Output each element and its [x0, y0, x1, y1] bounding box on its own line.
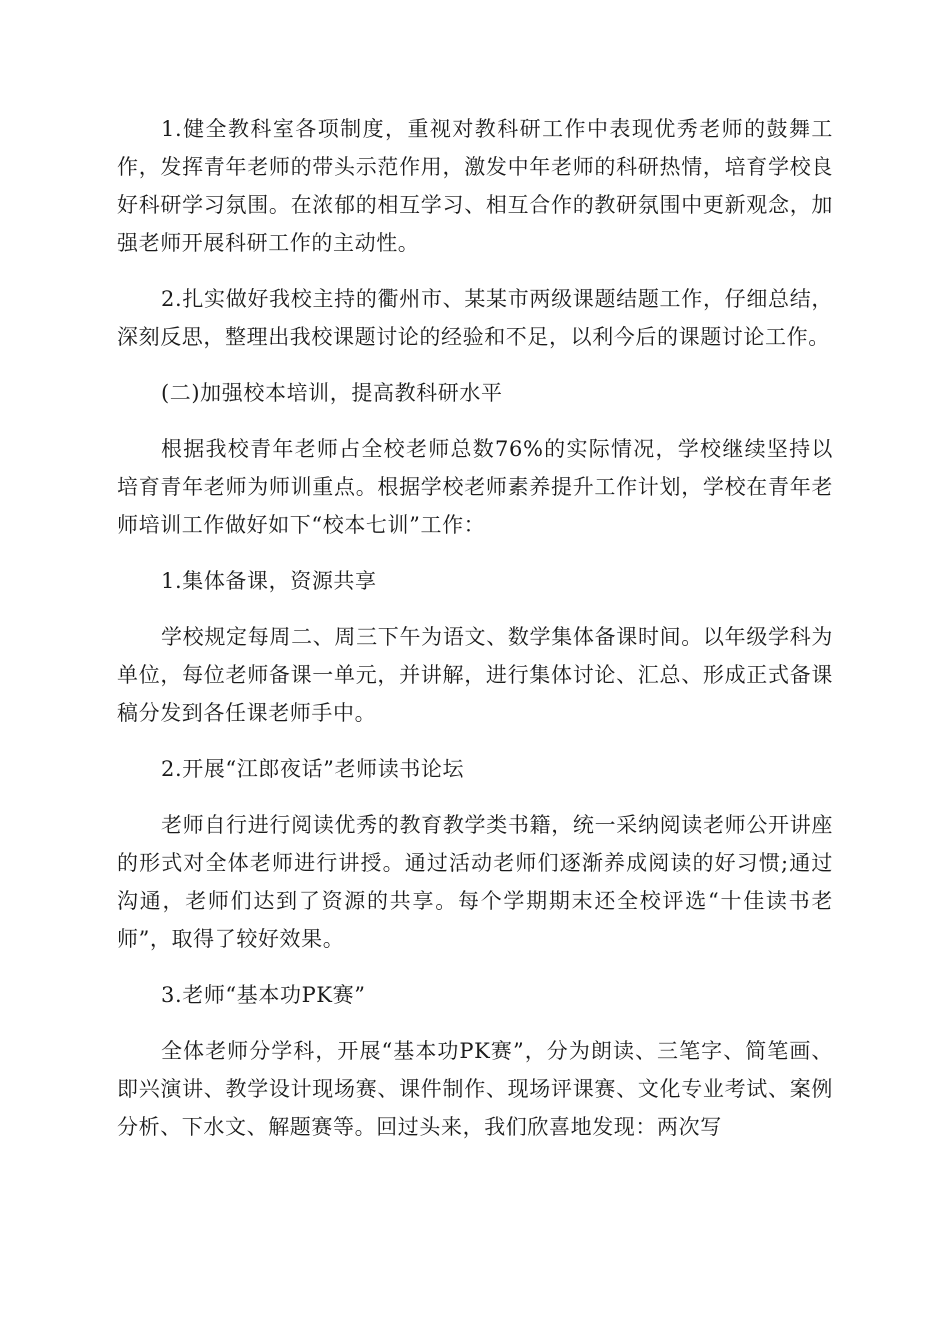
paragraph-young-teachers: 根据我校青年老师占全校老师总数76%的实际情况，学校继续坚持以培育青年老师为师训重点。根据学校老师素养提升工作计划，学校在青年老师培训工作做好如下“校本七训”工作：: [117, 437, 833, 537]
paragraph-skills-contest: 全体老师分学科，开展“基本功PK赛”，分为朗读、三笔字、简笔画、即兴演讲、教学设计现场赛、课件制作、现场评课赛、文化专业考试、案例分析、下水文、解题赛等。回过头来，我们欣喜地发现：两次写: [117, 1039, 833, 1139]
subheading-collective-prep: 1.集体备课，资源共享: [161, 569, 377, 593]
subheading-reading-forum: 2.开展“江郎夜话”老师读书论坛: [161, 757, 465, 781]
subheading-skills-contest: 3.老师“基本功PK赛”: [161, 983, 366, 1007]
document-body: [117, 110, 833, 1164]
paragraph-system: 1.健全教科室各项制度，重视对教科研工作中表现优秀老师的鼓舞工作，发挥青年老师的带头示范作用，激发中年老师的科研热情，培育学校良好科研学习氛围。在浓郁的相互学习、相互合作的教研氛围中更新观念，加强老师开展科研工作的主动性。: [117, 117, 833, 255]
paragraph-project-conclusion: 2.扎实做好我校主持的衢州市、某某市两级课题结题工作，仔细总结，深刻反思，整理出我校课题讨论的经验和不足，以利今后的课题讨论工作。: [117, 287, 833, 349]
paragraph-collective-prep: 学校规定每周二、周三下午为语文、数学集体备课时间。以年级学科为单位，每位老师备课一单元，并讲解，进行集体讨论、汇总、形成正式备课稿分发到各任课老师手中。: [117, 625, 833, 725]
section-heading-training: (二)加强校本培训，提高教科研水平: [161, 381, 503, 405]
paragraph-reading-forum: 老师自行进行阅读优秀的教育教学类书籍，统一采纳阅读老师公开讲座的形式对全体老师进行讲授。通过活动老师们逐渐养成阅读的好习惯;通过沟通，老师们达到了资源的共享。每个学期期末还全校评选“十佳读书老师”，取得了较好效果。: [117, 813, 833, 951]
